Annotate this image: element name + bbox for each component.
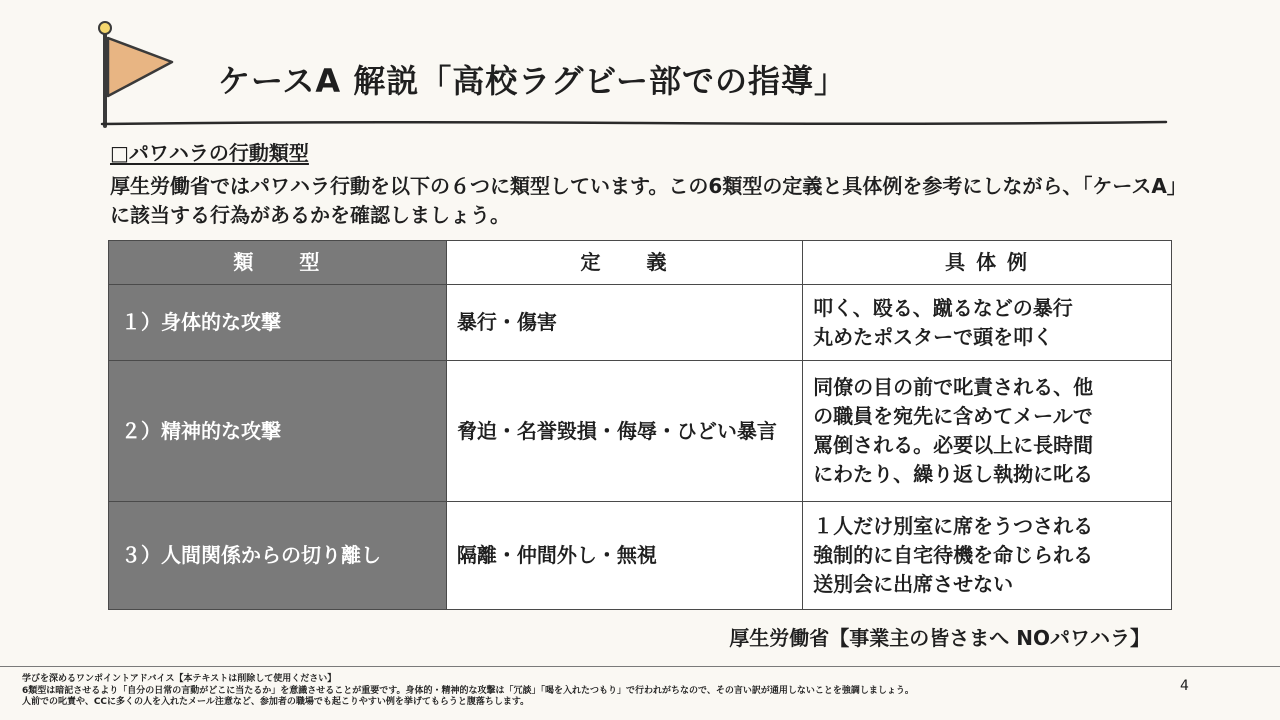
title-underline	[100, 118, 1170, 128]
speaker-notes	[22, 674, 1152, 709]
note-line: 人前での叱責や、CCに多くの人を入れたメール注意など、参加者の職場でも起こりやすい例を挙げてもらうと腹落ちします。	[22, 697, 530, 707]
example-line: 丸めたポスターで頭を叩く	[813, 324, 1054, 349]
row-examples	[803, 361, 1172, 502]
example-line: の職員を宛先に含めてメールで	[813, 404, 1093, 428]
row-type: １）身体的な攻撃	[109, 285, 447, 361]
row-definition: 隔離・仲間外し・無視	[446, 502, 802, 610]
source-citation: 厚生労働省【事業主の皆さまへ NOパワハラ】	[729, 626, 1150, 650]
row-definition: 暴行・傷害	[446, 285, 802, 361]
example-line: にわたり、繰り返し執拗に叱る	[813, 462, 1094, 486]
example-line: 罵倒される。必要以上に長時間	[813, 433, 1094, 457]
row-type: ２）精神的な攻撃	[109, 361, 447, 502]
table-row	[109, 285, 1172, 361]
example-line: 同僚の目の前で叱責される、他	[813, 375, 1094, 399]
example-line: 送別会に出席させない	[813, 572, 1014, 596]
row-examples	[803, 285, 1172, 361]
header-examples: 具 体 例	[803, 241, 1172, 285]
note-line: 6類型は暗記させるより「自分の日常の言動がどこに当たるか」を意識させることが重要です。身体的・精神的な攻撃は「冗談」「喝を入れたつもり」で行われがちなので、その言い訳が通用しないことを強調しましょう。	[22, 685, 914, 696]
header-type: 類 型	[109, 241, 447, 285]
row-type: ３）人間関係からの切り離し	[109, 502, 447, 610]
table-row	[109, 502, 1172, 610]
table-header-row	[109, 241, 1172, 285]
footer-divider	[0, 666, 1280, 667]
page-number: 4	[1180, 678, 1189, 694]
example-line: 強制的に自宅待機を命じられる	[813, 543, 1094, 567]
example-line: １人だけ別室に席をうつされる	[813, 514, 1094, 538]
note-line: 学びを深めるワンポイントアドバイス【本テキストは削除して使用ください】	[22, 674, 337, 684]
section-heading: □パワハラの行動類型	[110, 141, 309, 165]
harassment-types-table	[108, 240, 1172, 610]
slide-title: ケースA 解説「高校ラグビー部での指導」	[218, 62, 848, 100]
intro-text: 厚生労働省ではパワハラ行動を以下の６つに類型しています。この6類型の定義と具体例を参考にしながら、「ケースA」に該当する行為があるかを確認しましょう。	[110, 174, 1177, 227]
row-definition: 脅迫・名誉毀損・侮辱・ひどい暴言	[446, 361, 802, 502]
flag-icon	[96, 20, 180, 130]
example-line: 叩く、殴る、蹴るなどの暴行	[813, 295, 1073, 320]
row-examples	[803, 502, 1172, 610]
header-definition: 定 義	[446, 241, 802, 285]
table-row	[109, 361, 1172, 502]
